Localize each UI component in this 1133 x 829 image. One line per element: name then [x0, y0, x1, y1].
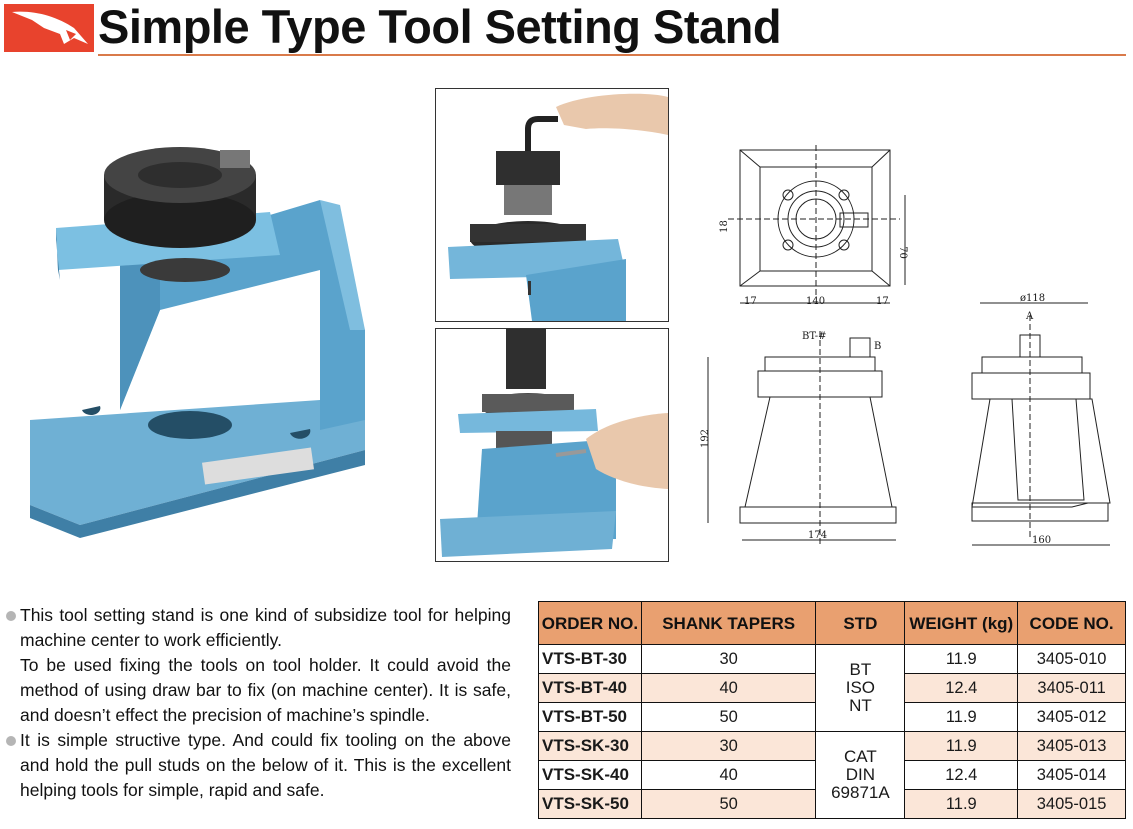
col-header-code: CODE NO.: [1018, 602, 1126, 645]
dim-192: 192: [700, 428, 712, 449]
std-line: BT: [849, 660, 872, 679]
dim-17-right: 17: [876, 296, 889, 307]
col-header-order: ORDER NO.: [539, 602, 642, 645]
description-paragraph-1: This tool setting stand is one kind of subsidize tool for helping machine center to work efficiently.: [6, 603, 511, 653]
dim-bt: BT-#: [802, 331, 827, 342]
col-header-shank: SHANK TAPERS: [641, 602, 816, 645]
title-divider: [98, 54, 1126, 56]
spec-table: [538, 601, 1126, 819]
weight: 11.9: [905, 645, 1018, 674]
col-header-std: STD: [816, 602, 905, 645]
std-group-cat: [816, 732, 905, 819]
table-row: [539, 732, 1126, 761]
std-line: NT: [849, 696, 872, 715]
dim-70: 70: [896, 246, 908, 259]
dim-140: 140: [806, 296, 826, 307]
std-line: 69871A: [831, 783, 890, 802]
usage-photo-bottom: [435, 328, 669, 562]
shank-taper: 30: [641, 645, 816, 674]
dim-118: ø118: [1020, 293, 1046, 304]
code-no: 3405-011: [1018, 674, 1126, 703]
weight: 12.4: [905, 761, 1018, 790]
shank-taper: 30: [641, 732, 816, 761]
code-no: 3405-012: [1018, 703, 1126, 732]
description-paragraph-3: It is simple structive type. And could fix tooling on the above and hold the pull studs on the below of it. This is the excellent helping tools for simple, rapid and safe.: [6, 728, 511, 803]
technical-drawing: [700, 135, 1120, 555]
order-no: VTS-SK-50: [539, 790, 642, 819]
usage-photo-top: [435, 88, 669, 322]
order-no: VTS-BT-40: [539, 674, 642, 703]
page-title: Simple Type Tool Setting Stand: [98, 0, 782, 53]
order-no: VTS-BT-50: [539, 703, 642, 732]
product-description: [6, 603, 511, 803]
col-header-weight: WEIGHT (kg): [905, 602, 1018, 645]
product-photo-stand: [20, 120, 390, 540]
dim-b: B: [874, 341, 882, 352]
weight: 11.9: [905, 732, 1018, 761]
order-no: VTS-SK-30: [539, 732, 642, 761]
weight: 12.4: [905, 674, 1018, 703]
weight: 11.9: [905, 790, 1018, 819]
order-no: VTS-SK-40: [539, 761, 642, 790]
shank-taper: 50: [641, 790, 816, 819]
code-no: 3405-010: [1018, 645, 1126, 674]
table-row: [539, 645, 1126, 674]
weight: 11.9: [905, 703, 1018, 732]
std-line: ISO: [845, 678, 876, 697]
std-line: DIN: [845, 765, 876, 784]
dim-18: 18: [718, 220, 730, 233]
eagle-logo-icon: [4, 4, 94, 52]
dim-160: 160: [1032, 535, 1052, 546]
description-paragraph-2: To be used fixing the tools on tool holder. It could avoid the method of using draw bar to fix (on machine center). It is safe, and doesn’t effect the precision of machine’s spindle.: [20, 655, 511, 725]
brand-logo: [4, 4, 94, 52]
std-group-bt: [816, 645, 905, 732]
shank-taper: 40: [641, 674, 816, 703]
std-line: CAT: [844, 747, 877, 766]
dim-a: A: [1026, 311, 1034, 322]
shank-taper: 40: [641, 761, 816, 790]
code-no: 3405-015: [1018, 790, 1126, 819]
dim-174: 174: [808, 530, 828, 541]
shank-taper: 50: [641, 703, 816, 732]
order-no: VTS-BT-30: [539, 645, 642, 674]
table-header-row: [539, 602, 1126, 645]
code-no: 3405-014: [1018, 761, 1126, 790]
dim-17-left: 17: [744, 296, 757, 307]
code-no: 3405-013: [1018, 732, 1126, 761]
